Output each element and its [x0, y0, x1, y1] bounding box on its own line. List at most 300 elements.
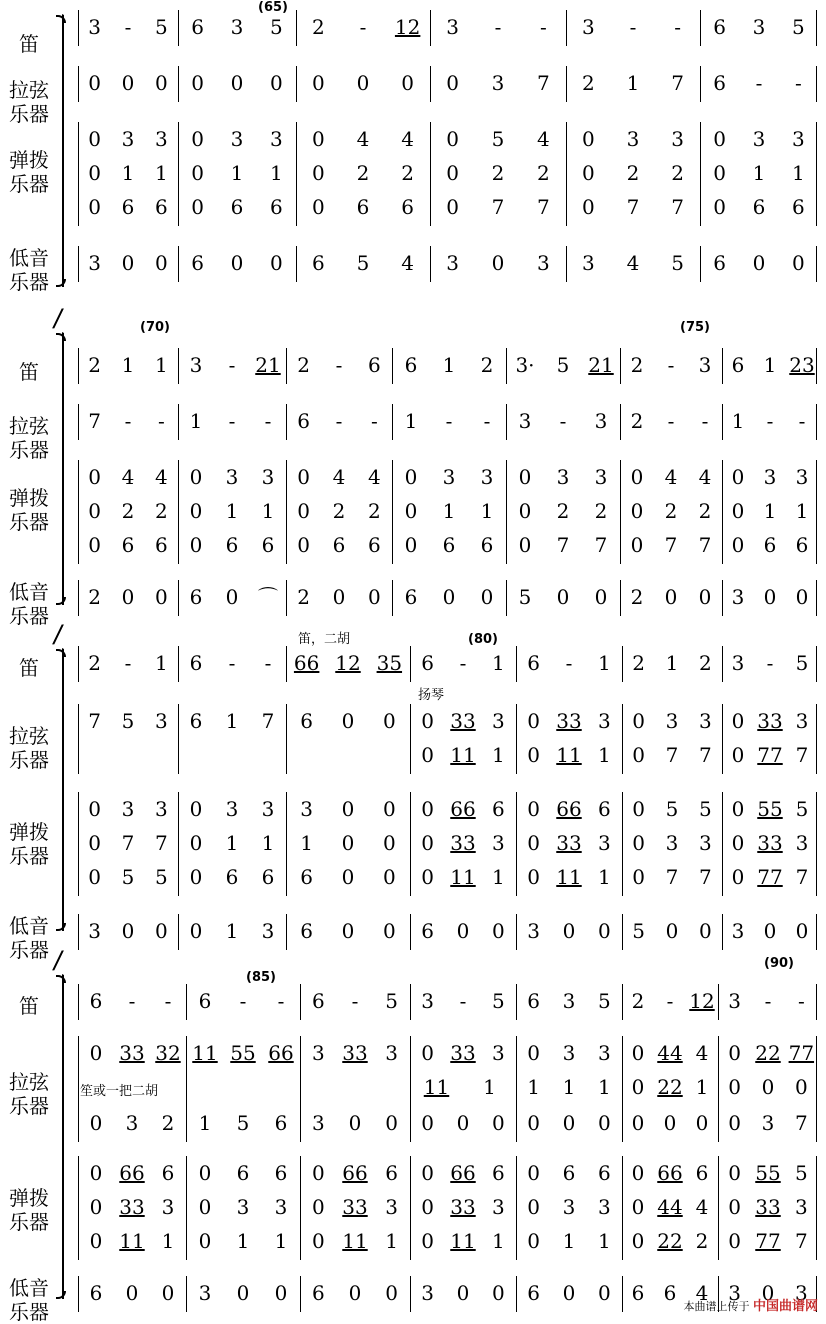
note: 5 [491, 989, 505, 1013]
note: 3 [518, 409, 532, 433]
note: 2 [401, 161, 415, 185]
note: - [239, 989, 247, 1013]
note: 6 [274, 1161, 288, 1185]
footer-text: 本曲谱上传于 [683, 1300, 750, 1313]
note: 1 [695, 1075, 709, 1099]
note: 0 [154, 585, 168, 609]
note: 6 [527, 989, 541, 1013]
barline [816, 580, 817, 616]
note: - [667, 353, 675, 377]
note: 6 [198, 989, 212, 1013]
barline [186, 1070, 187, 1106]
note: 0 [527, 1161, 541, 1185]
barline [620, 528, 621, 564]
note: 0 [382, 797, 396, 821]
barline [816, 528, 817, 564]
note: 6 [631, 1281, 645, 1305]
barline [296, 66, 297, 102]
note: 55 [757, 797, 783, 821]
note: 1 [597, 651, 611, 675]
barline [816, 1190, 817, 1226]
note: ⌒ [258, 585, 278, 609]
instrument-label-bass: 低音 乐器 [9, 1276, 49, 1324]
barline [410, 738, 411, 774]
note: 3 [581, 251, 595, 275]
note: 3 [261, 797, 275, 821]
note: 0 [382, 709, 396, 733]
note: - [629, 15, 637, 39]
note: 6 [154, 533, 168, 557]
note: 7 [698, 743, 712, 767]
note: 0 [154, 251, 168, 275]
note: 1 [274, 1229, 288, 1253]
note: 1 [236, 1229, 250, 1253]
barline [78, 528, 79, 564]
note: 66 [268, 1041, 294, 1065]
note: 4 [695, 1281, 709, 1305]
note: 0 [161, 1281, 175, 1305]
note: 3 [597, 709, 611, 733]
note: 3 [761, 1111, 775, 1135]
note: 0 [480, 585, 494, 609]
note: 3 [491, 71, 505, 95]
barline [816, 1070, 817, 1106]
note: 3 [230, 127, 244, 151]
note: 0 [597, 1281, 611, 1305]
barline [516, 1190, 517, 1226]
note: 2 [698, 651, 712, 675]
measure-number: (85) [246, 970, 276, 985]
note: 1 [225, 709, 239, 733]
note: 0 [191, 161, 205, 185]
barline [516, 984, 517, 1020]
note: 0 [385, 1111, 399, 1135]
note: 0 [728, 1075, 742, 1099]
barline [430, 190, 431, 226]
note: 3 [225, 465, 239, 489]
barline [722, 914, 723, 950]
barline [566, 156, 567, 192]
note: 0 [121, 71, 135, 95]
staff-row-p2 [78, 528, 818, 564]
staff-row-strings_b [78, 1070, 818, 1106]
note: 3 [728, 1281, 742, 1305]
note: 0 [456, 1111, 470, 1135]
staff-row-strings_a [78, 1036, 818, 1072]
note: 3 [594, 409, 608, 433]
note: 0 [594, 585, 608, 609]
note: 0 [189, 797, 203, 821]
note: 0 [341, 919, 355, 943]
note: 1 [597, 743, 611, 767]
note: 0 [562, 1281, 576, 1305]
barline [178, 122, 179, 158]
note: 6 [191, 15, 205, 39]
note: 11 [423, 1075, 450, 1099]
barline [816, 404, 817, 440]
note: 3 [536, 251, 550, 275]
note: 3 [791, 127, 805, 151]
barline [178, 348, 179, 384]
note: 3 [385, 1195, 399, 1219]
note: 0 [527, 1111, 541, 1135]
barline [622, 1036, 623, 1072]
barline [620, 460, 621, 496]
note: 1 [154, 161, 168, 185]
barline [722, 792, 723, 828]
barline [816, 494, 817, 530]
barline [286, 528, 287, 564]
note: 0 [527, 1229, 541, 1253]
annotation-yangqin: 扬琴 [418, 688, 445, 703]
note: 1 [154, 651, 168, 675]
note: 1 [795, 499, 809, 523]
barline [700, 66, 701, 102]
note: 7 [671, 195, 685, 219]
note: 22 [657, 1075, 683, 1099]
note: 0 [518, 499, 532, 523]
note: 6 [300, 919, 314, 943]
barline [410, 1276, 411, 1312]
barline [700, 10, 701, 46]
instrument-label-plucked: 弹拨 乐器 [9, 148, 49, 196]
note: 0 [631, 1075, 645, 1099]
note: 4 [626, 251, 640, 275]
note: 3 [261, 919, 275, 943]
barline [296, 10, 297, 46]
barline [300, 1106, 301, 1142]
barline [410, 704, 411, 740]
note: - [124, 409, 132, 433]
barline [722, 646, 723, 682]
barline [78, 704, 79, 740]
barline [286, 494, 287, 530]
note: 66 [657, 1161, 683, 1185]
note: 4 [664, 465, 678, 489]
note: 6 [491, 1161, 505, 1185]
barline [178, 66, 179, 102]
barline [516, 1224, 517, 1260]
note: 3 [236, 1195, 250, 1219]
note: 0 [632, 743, 646, 767]
note: 3 [752, 15, 766, 39]
barline [178, 580, 179, 616]
note: 33 [450, 831, 476, 855]
note: 3 [562, 1195, 576, 1219]
note: - [559, 409, 567, 433]
barline [78, 10, 79, 46]
note: 2 [626, 161, 640, 185]
barline [410, 1190, 411, 1226]
note: 0 [121, 585, 135, 609]
note: 5 [518, 585, 532, 609]
note: 0 [404, 533, 418, 557]
barline [78, 738, 79, 774]
note: 2 [88, 353, 102, 377]
note: 6 [269, 195, 283, 219]
note: 3 [88, 919, 102, 943]
note: 6 [261, 865, 275, 889]
barline [816, 1156, 817, 1192]
barline [722, 460, 723, 496]
barline [178, 528, 179, 564]
note: 5 [791, 15, 805, 39]
note: 0 [230, 251, 244, 275]
instrument-label-plucked: 弹拨 乐器 [9, 486, 49, 534]
note: 0 [581, 161, 595, 185]
note: 0 [401, 71, 415, 95]
note: 3 [121, 127, 135, 151]
note: 0 [794, 1075, 808, 1099]
note: 44 [657, 1195, 683, 1219]
note: 7 [794, 1111, 808, 1135]
note: - [124, 15, 132, 39]
note: 3 [446, 15, 460, 39]
staff-row-p1 [78, 826, 818, 862]
note: 3 [491, 831, 505, 855]
measure-number: (70) [140, 320, 170, 335]
barline [392, 404, 393, 440]
barline [622, 1070, 623, 1106]
barline [410, 984, 411, 1020]
note: 3 [442, 465, 456, 489]
barline [392, 460, 393, 496]
note: 6 [311, 1281, 325, 1305]
barline [506, 348, 507, 384]
barline [178, 494, 179, 530]
note: 0 [442, 585, 456, 609]
barline [566, 66, 567, 102]
note: 0 [382, 865, 396, 889]
barline [392, 580, 393, 616]
barline [300, 984, 301, 1020]
note: 6 [189, 585, 203, 609]
barline [516, 1156, 517, 1192]
note: 3 [198, 1281, 212, 1305]
barline [816, 792, 817, 828]
note: 3 [731, 585, 745, 609]
note: - [666, 989, 674, 1013]
note: 5 [597, 989, 611, 1013]
barline [566, 246, 567, 282]
instrument-label-flute: 笛 [19, 32, 39, 56]
staff-row-flute [78, 646, 818, 682]
barline [722, 704, 723, 740]
note: 3 [728, 989, 742, 1013]
system-brace [62, 14, 72, 287]
note: 3 [731, 651, 745, 675]
barline [816, 1224, 817, 1260]
note: 6 [236, 1161, 250, 1185]
staff-row-strings [78, 66, 818, 102]
system-separator: // [51, 620, 57, 648]
barline [816, 860, 817, 896]
note: 0 [631, 1229, 645, 1253]
note: 0 [385, 1281, 399, 1305]
barline [622, 826, 623, 862]
note: 2 [311, 15, 325, 39]
note: 0 [332, 585, 346, 609]
barline [296, 156, 297, 192]
note: 3 [556, 465, 570, 489]
barline [622, 1224, 623, 1260]
note: 0 [713, 195, 727, 219]
note: 0 [88, 127, 102, 151]
note: 1 [763, 353, 777, 377]
note: 0 [274, 1281, 288, 1305]
note: 7 [594, 533, 608, 557]
staff-row-p1 [78, 156, 818, 192]
note: 1 [154, 353, 168, 377]
note: 7 [556, 533, 570, 557]
note: 7 [665, 865, 679, 889]
note: 0 [631, 1161, 645, 1185]
barline [286, 860, 287, 896]
instrument-label-plucked: 弹拨 乐器 [9, 820, 49, 868]
note: 0 [597, 919, 611, 943]
barline [78, 1276, 79, 1312]
note: 6 [695, 1161, 709, 1185]
note: 12 [335, 651, 361, 675]
barline [78, 122, 79, 158]
barline [722, 404, 723, 440]
note: 1 [121, 161, 135, 185]
note: 7 [795, 865, 809, 889]
note: 0 [632, 865, 646, 889]
staff-row-p0 [78, 460, 818, 496]
note: 6 [261, 533, 275, 557]
note: - [264, 651, 272, 675]
barline [78, 66, 79, 102]
barline [286, 460, 287, 496]
note: 0 [311, 1161, 325, 1185]
note: 11 [450, 1229, 476, 1253]
note: - [335, 409, 343, 433]
note: 7 [261, 709, 275, 733]
note: 0 [664, 585, 678, 609]
note: 1 [300, 831, 314, 855]
barline [506, 528, 507, 564]
barline [178, 704, 179, 740]
note: 0 [630, 533, 644, 557]
note: - [277, 989, 285, 1013]
note: 2 [367, 499, 381, 523]
note: 1 [752, 161, 766, 185]
note: 3 [421, 1281, 435, 1305]
barline [410, 860, 411, 896]
note: 66 [119, 1161, 145, 1185]
instrument-label-strings: 拉弦 乐器 [9, 78, 49, 126]
barline [392, 348, 393, 384]
note: 7 [665, 743, 679, 767]
note: 4 [401, 127, 415, 151]
note: 2 [671, 161, 685, 185]
note: 0 [154, 71, 168, 95]
note: 6 [562, 1161, 576, 1185]
note: 3 [269, 127, 283, 151]
barline [516, 704, 517, 740]
note: 0 [88, 71, 102, 95]
note: 2 [630, 353, 644, 377]
note: 6 [442, 533, 456, 557]
note: - [701, 409, 709, 433]
note: 0 [630, 465, 644, 489]
barline [286, 348, 287, 384]
note: 0 [731, 797, 745, 821]
note: 5 [154, 15, 168, 39]
note: 0 [297, 465, 311, 489]
barline [700, 156, 701, 192]
note: 4 [332, 465, 346, 489]
note: 3 [794, 1195, 808, 1219]
note: 5 [671, 251, 685, 275]
barline [78, 826, 79, 862]
barline [78, 914, 79, 950]
note: 12 [689, 989, 715, 1013]
note: 1 [562, 1229, 576, 1253]
barline [816, 190, 817, 226]
note: 1 [491, 1229, 505, 1253]
note: 0 [189, 533, 203, 557]
note: 2 [491, 161, 505, 185]
note: 5 [491, 127, 505, 151]
note: 3 [626, 127, 640, 151]
note: 3 [189, 353, 203, 377]
note: 1 [261, 831, 275, 855]
note: 2 [632, 651, 646, 675]
note: 6 [311, 251, 325, 275]
note: 0 [311, 161, 325, 185]
note: 5 [556, 353, 570, 377]
barline [718, 1070, 719, 1106]
note: 3 [480, 465, 494, 489]
note: 33 [556, 709, 582, 733]
note: 6 [189, 651, 203, 675]
note: 0 [581, 195, 595, 219]
barline [816, 826, 817, 862]
note: 0 [311, 1229, 325, 1253]
note: 0 [728, 1229, 742, 1253]
note: 55 [755, 1161, 781, 1185]
note: 0 [491, 919, 505, 943]
note: 0 [88, 831, 102, 855]
note: 7 [671, 71, 685, 95]
note: - [539, 15, 547, 39]
note: 0 [198, 1195, 212, 1219]
note: - [228, 353, 236, 377]
note: 7 [664, 533, 678, 557]
note: 3 [594, 465, 608, 489]
barline [410, 792, 411, 828]
note: 3 [671, 127, 685, 151]
barline [816, 10, 817, 46]
note: 0 [421, 709, 435, 733]
note: 0 [225, 585, 239, 609]
barline [566, 190, 567, 226]
note: 7 [536, 195, 550, 219]
note: 6 [527, 651, 541, 675]
note: 35 [376, 651, 403, 675]
score-system [0, 620, 826, 962]
barline [186, 1224, 187, 1260]
barline [186, 1276, 187, 1312]
note: 0 [189, 865, 203, 889]
note: 6 [597, 1161, 611, 1185]
barline [622, 1276, 623, 1312]
note: 0 [125, 1281, 139, 1305]
note: 4 [121, 465, 135, 489]
note: 6 [225, 865, 239, 889]
